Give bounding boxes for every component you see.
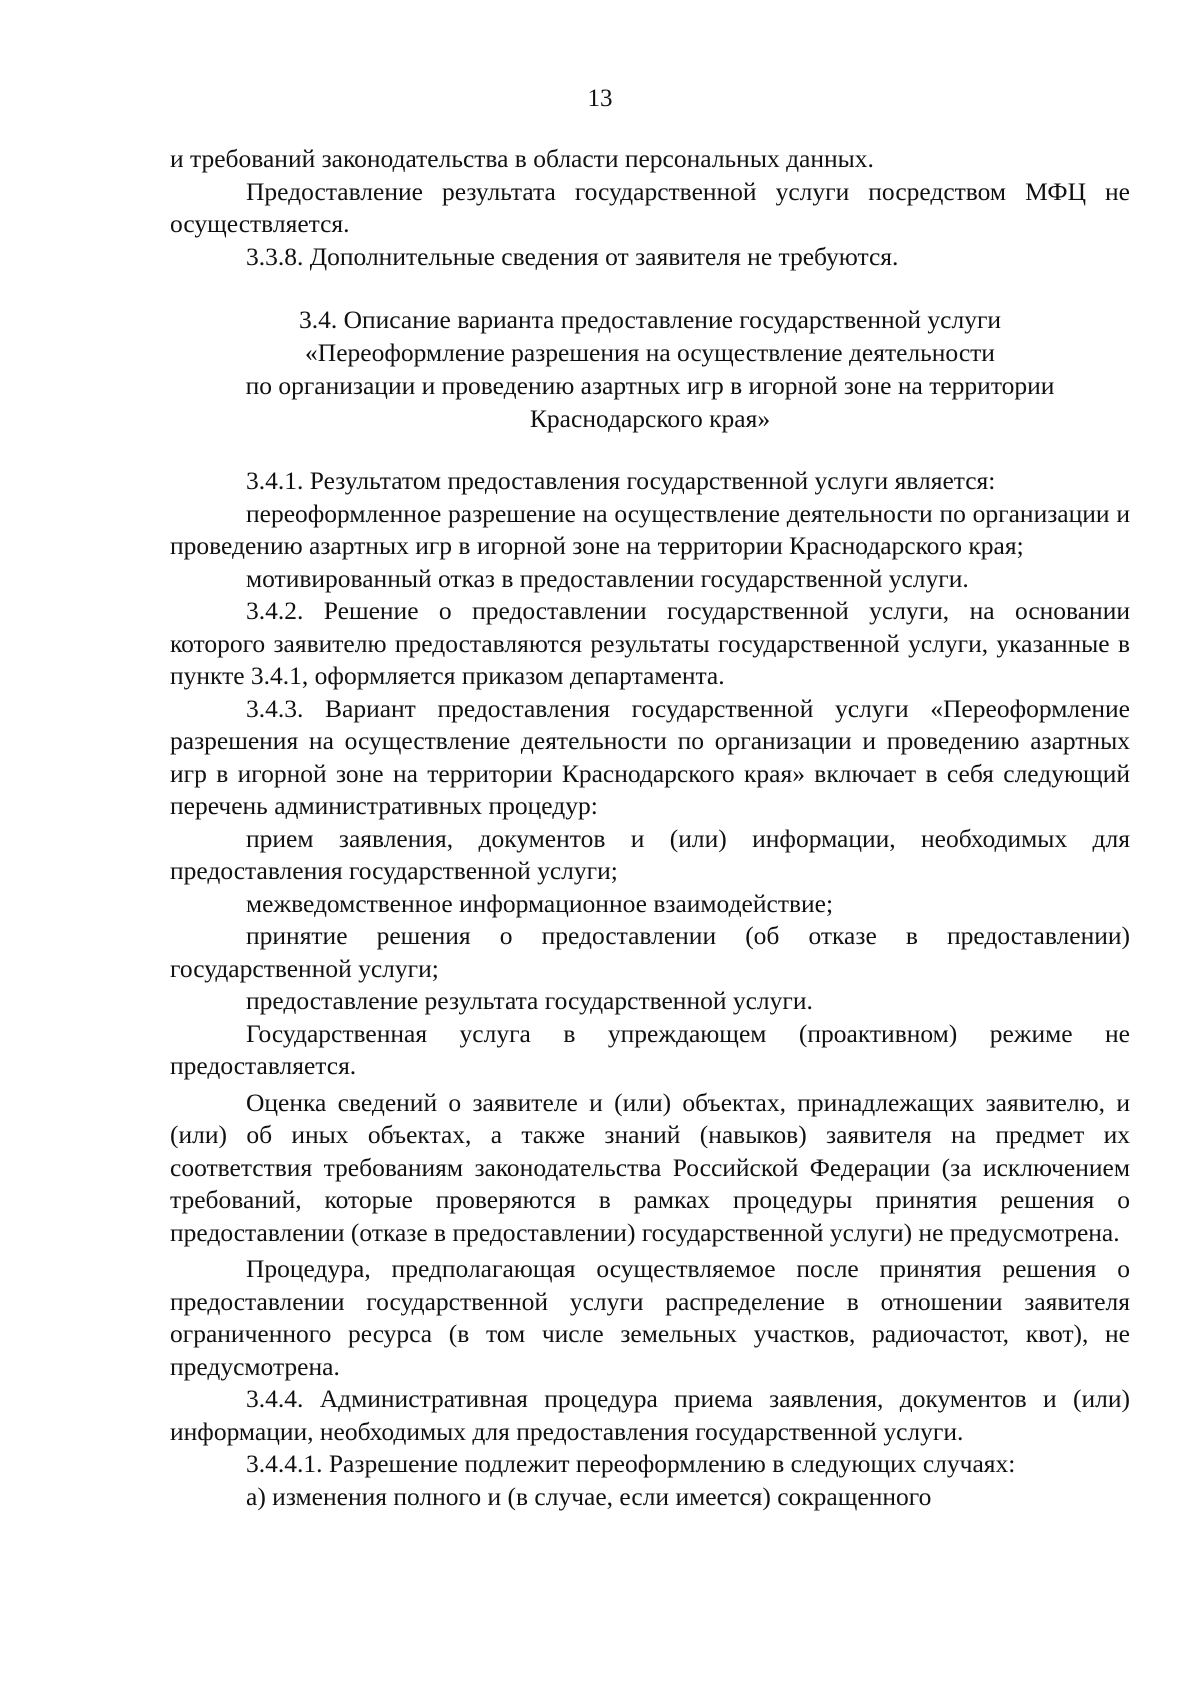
- paragraph: а) изменения полного и (в случае, если имеется) сокращенного: [246, 1481, 932, 1511]
- paragraph: 3.4.4. Административная процедура приема заявления, документов и (или) информации, необходимых для предоставления государственной услуги.: [170, 1384, 1130, 1446]
- heading-line: по организации и проведению азартных игр в игорной зоне на территории: [245, 371, 1055, 400]
- paragraph: Процедура, предполагающая осуществляемое после принятия решения о предоставлении государственной услуги распределение в отношении заявителя ограниченного ресурса (в том числе земельных участков, радиочастот, квот), не предусмотрена.: [170, 1254, 1130, 1381]
- paragraph: 3.4.2. Решение о предоставлении государственной услуги, на основании которого заявителю предоставляются результаты государственной услуги, указанные в пункте 3.4.1, оформляется приказом департамента.: [170, 596, 1130, 690]
- paragraph: мотивированный отказ в предоставлении государственной услуги.: [246, 563, 969, 593]
- paragraph: 3.4.4.1. Разрешение подлежит переоформлению в следующих случаях:: [246, 1449, 1016, 1478]
- paragraph: Государственная услуга в упреждающем (проактивном) режиме не предоставляется.: [170, 1018, 1130, 1080]
- document-body: [170, 143, 1130, 1513]
- paragraph: принятие решения о предоставлении (об отказе в предоставлении) государственной услуги;: [170, 921, 1130, 983]
- paragraph: межведомственное информационное взаимодействие;: [246, 888, 834, 918]
- heading-line: Краснодарского края»: [529, 404, 771, 433]
- paragraph: Предоставление результата государственной услуги посредством МФЦ не осуществляется.: [170, 176, 1130, 238]
- paragraph: 3.4.3. Вариант предоставления государственной услуги «Переоформление разрешения на осуществление деятельности по организации и проведению азартных игр в игорной зоне на территории Краснодарского края» включает в себя следующий перечень административных процедур:: [170, 693, 1130, 820]
- paragraph: предоставление результата государственной услуги.: [246, 986, 813, 1015]
- section-heading: [170, 303, 1130, 435]
- paragraph: прием заявления, документов и (или) информации, необходимых для предоставления государственной услуги;: [170, 823, 1130, 885]
- paragraph: 3.4.1. Результатом предоставления государственной услуги является:: [246, 466, 996, 495]
- paragraph: 3.3.8. Дополнительные сведения от заявителя не требуются.: [246, 241, 899, 271]
- paragraph: Оценка сведений о заявителе и (или) объектах, принадлежащих заявителю, и (или) об иных объектах, а также знаний (навыков) заявителя на предмет их соответствия требованиям законодательства Российской Федерации (за исключением требований, которые проверяются в рамках процедуры принятия решения о предоставлении (отказе в предоставлении) государственной услуги) не предусмотрена.: [170, 1087, 1130, 1247]
- heading-line: «Переоформление разрешения на осуществление деятельности: [305, 338, 995, 367]
- heading-line: 3.4. Описание варианта предоставление государственной услуги: [298, 305, 1002, 334]
- paragraph: и требований законодательства в области персональных данных.: [170, 144, 874, 173]
- paragraph: переоформленное разрешение на осуществление деятельности по организации и проведению азартных игр в игорной зоне на территории Краснодарского края;: [170, 498, 1130, 560]
- page-number: 13: [587, 85, 613, 112]
